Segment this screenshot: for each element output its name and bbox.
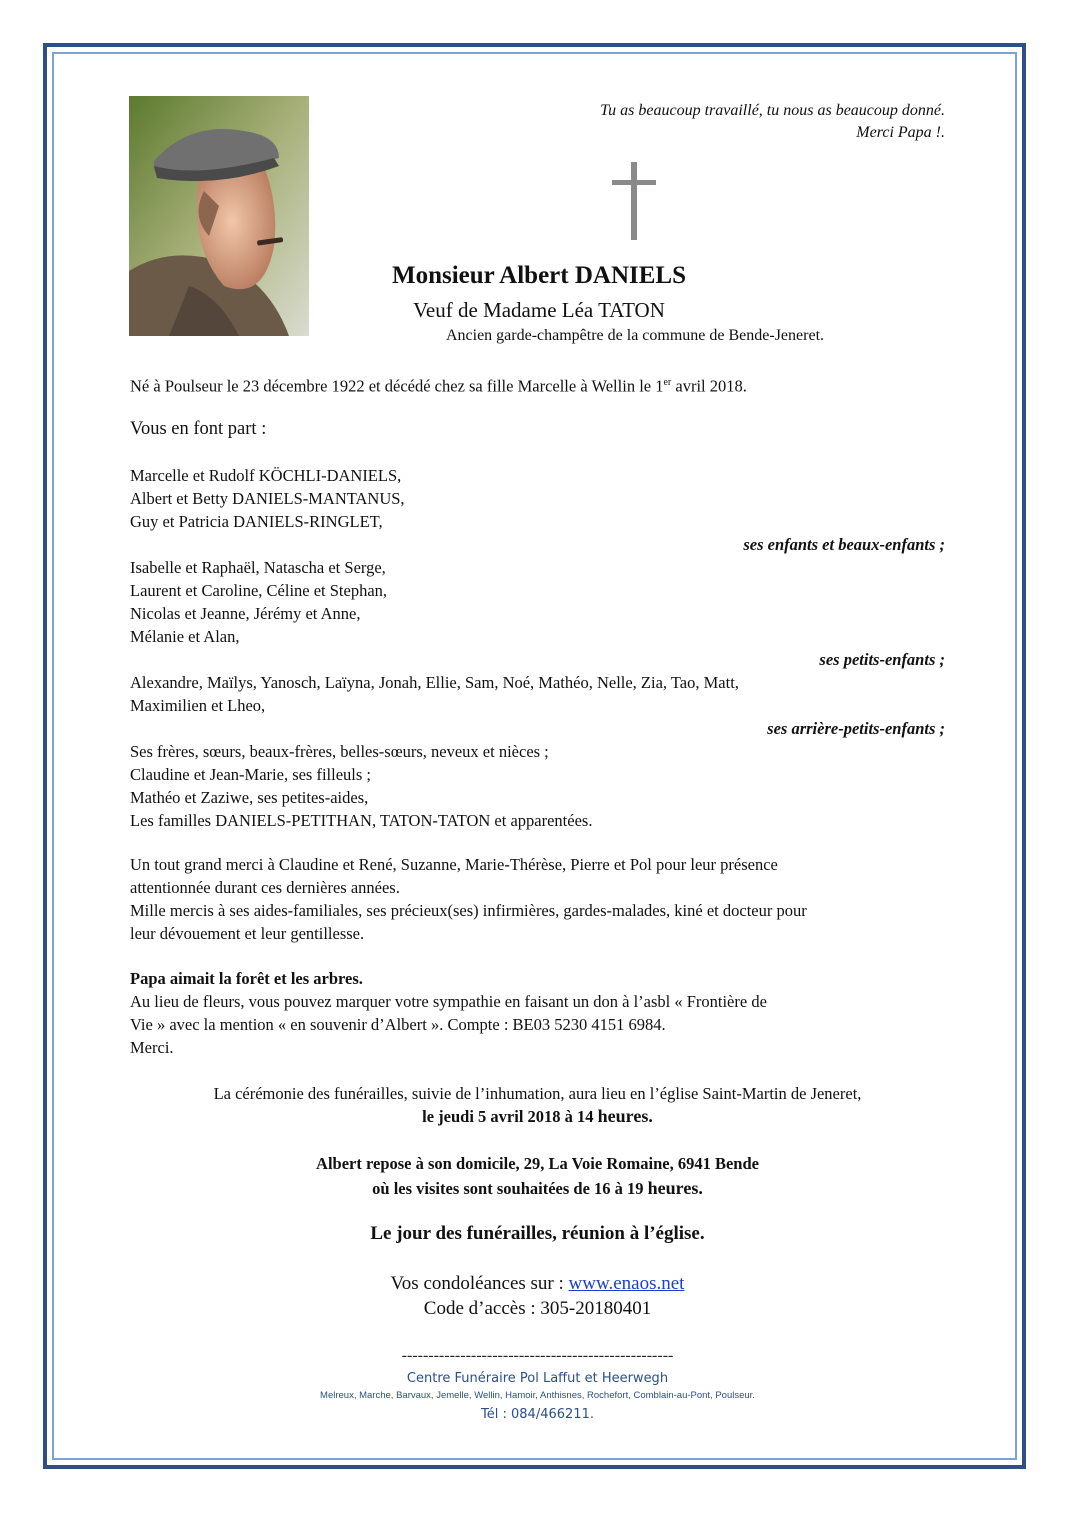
list-item: Guy et Patricia DANIELS-RINGLET, xyxy=(130,512,383,531)
funeral-home-locations: Melreux, Marche, Barvaux, Jemelle, Wellin, Hamoir, Anthisnes, Rochefort, Comblain-au-Pont, Poulseur. xyxy=(320,1390,755,1401)
list-item: Claudine et Jean-Marie, ses filleuls ; xyxy=(130,765,372,784)
children-role: ses enfants et beaux-enfants ; xyxy=(743,535,945,554)
family-list xyxy=(130,464,945,832)
deceased-name: Monsieur Albert DANIELS xyxy=(391,262,686,289)
great-grandchildren-role: ses arrière-petits-enfants ; xyxy=(767,719,945,738)
widow-of: Veuf de Madame Léa TATON xyxy=(413,298,665,322)
access-code: Code d’accès : 305-20180401 xyxy=(423,1298,652,1319)
meeting-info: Le jour des funérailles, réunion à l’église. xyxy=(370,1223,705,1244)
occupation: Ancien garde-champêtre de la commune de Bende-Jeneret. xyxy=(445,327,825,344)
donation-paragraph: Papa aimait la forêt et les arbres. Au lieu de fleurs, vous pouvez marquer votre sympathie en faisant un don à l’asbl « Frontière de Vie » avec la mention « en souvenir d’Albert ». Compte : BE03 5230 4151 6984. Merci. xyxy=(130,967,945,1059)
list-item: Mélanie et Alan, xyxy=(130,627,240,646)
funeral-home-name: Centre Funéraire Pol Laffut et Heerwegh xyxy=(406,1371,669,1386)
list-item: Alexandre, Maïlys, Yanosch, Laïyna, Jonah, Ellie, Sam, Noé, Mathéo, Nelle, Zia, Tao, Matt, xyxy=(130,673,739,692)
epigraph-quote xyxy=(600,100,945,144)
footer-separator: --------------------------------------------------- xyxy=(401,1347,674,1364)
list-item: Isabelle et Raphaël, Natascha et Serge, xyxy=(130,558,386,577)
announcement-intro: Vous en font part : xyxy=(130,419,267,439)
condolences: Vos condoléances sur : www.enaos.net Code d’accès : 305-20180401 xyxy=(130,1271,945,1321)
list-item: Les familles DANIELS-PETITHAN, TATON-TATON et apparentées. xyxy=(130,811,593,830)
list-item: Maximilien et Lheo, xyxy=(130,696,266,715)
visit-info: Albert repose à son domicile, 29, La Voie Romaine, 6941 Bende où les visites sont souhaitées de 16 à 19 heures. xyxy=(316,1154,759,1198)
list-item: Ses frères, sœurs, beaux-frères, belles-sœurs, neveux et nièces ; xyxy=(130,742,549,761)
list-item: Laurent et Caroline, Céline et Stephan, xyxy=(130,581,388,600)
thanks-paragraph: Un tout grand merci à Claudine et René, Suzanne, Marie-Thérèse, Pierre et Pol pour leur présence attentionnée durant ces dernières années. Mille mercis à ses aides-familiales, ses précieux(ses) infirmières, gardes-malades, kiné et docteur pour leur dévouement et leur gentillesse. xyxy=(130,855,807,943)
list-item: Marcelle et Rudolf KÖCHLI-DANIELS, xyxy=(130,466,402,485)
list-item: Nicolas et Jeanne, Jérémy et Anne, xyxy=(130,604,361,623)
quote-line-1: Tu as beaucoup travaillé, tu nous as beaucoup donné. xyxy=(600,102,945,119)
condolences-link[interactable]: www.enaos.net xyxy=(568,1273,685,1294)
quote-line-2: Merci Papa !. xyxy=(856,124,945,141)
list-item: Mathéo et Zaziwe, ses petites-aides, xyxy=(130,788,369,807)
list-item: Albert et Betty DANIELS-MANTANUS, xyxy=(130,489,405,508)
funeral-home-phone: Tél : 084/466211. xyxy=(481,1407,594,1422)
cross-icon xyxy=(612,162,656,240)
donation-heading: Papa aimait la forêt et les arbres. xyxy=(130,969,363,988)
portrait-photo xyxy=(129,96,309,336)
birth-death-line: Né à Poulseur le 23 décembre 1922 et décédé chez sa fille Marcelle à Wellin le 1er avril 2018. xyxy=(130,376,747,396)
ceremony-info: La cérémonie des funérailles, suivie de l’inhumation, aura lieu en l’église Saint-Martin de Jeneret, le jeudi 5 avril 2018 à 14 heures. xyxy=(213,1084,862,1126)
grandchildren-role: ses petits-enfants ; xyxy=(819,650,945,669)
